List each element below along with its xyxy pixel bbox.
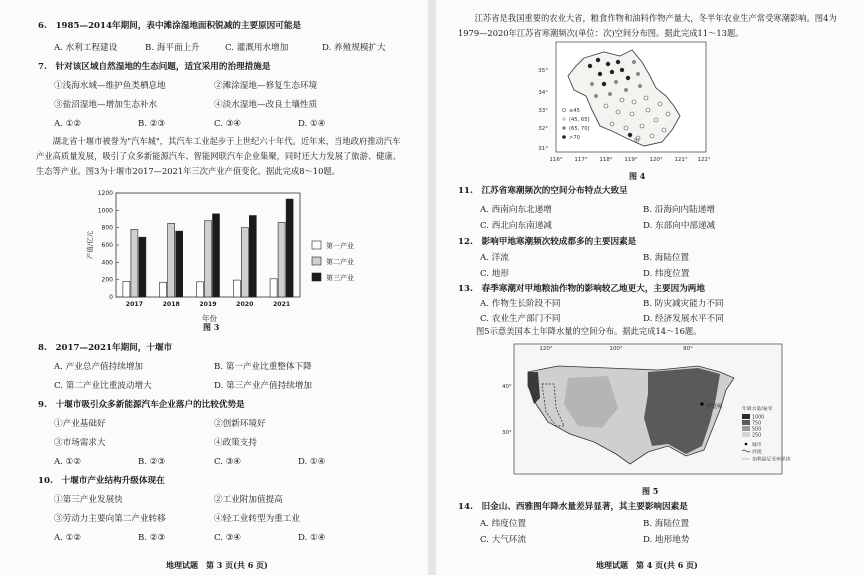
q9-item-4: ④政策支持 <box>214 438 257 448</box>
fig5-legend-river: 河流 <box>752 450 762 455</box>
fig3-bar-2020-2 <box>241 228 248 297</box>
fig3-legend-label: 第二产业 <box>326 258 354 266</box>
fig3-ytick-label: 0 <box>109 294 113 301</box>
q12-option-d[interactable]: D. 纬度位置 <box>643 269 690 279</box>
q12-stem: 12. 影响甲地寒潮频次较成都多的主要因素是 <box>458 237 637 247</box>
figure-5-caption: 图 5 <box>642 486 659 496</box>
page-footer-left: 地理试题 第 3 页(共 6 页) <box>166 560 268 570</box>
figure-3-chart <box>80 187 380 319</box>
page-left <box>0 0 428 575</box>
q12-option-a[interactable]: A. 洋流 <box>480 253 509 263</box>
fig4-lat-35: 35° <box>538 68 548 74</box>
q14-option-d[interactable]: D. 地形地势 <box>643 535 690 545</box>
q7-option-c[interactable]: C. ③④ <box>214 119 242 129</box>
q7-option-d[interactable]: D. ①④ <box>298 119 326 129</box>
fig4-legend-4: >70 <box>569 135 580 141</box>
fig3-bar-2017-3 <box>139 237 146 297</box>
fig4-lat-34: 34° <box>538 90 548 96</box>
q14-stem: 14. 旧金山、西雅图年降水量差异显著，其主要影响因素是 <box>458 502 688 512</box>
q6-option-c[interactable]: C. 灌溉用水增加 <box>225 43 289 53</box>
fig3-bar-2020-3 <box>249 216 256 297</box>
q8-option-c[interactable]: C. 第二产业比重波动增大 <box>54 381 152 391</box>
fig4-lon-120: 120° <box>649 157 663 163</box>
fig3-bar-2019-3 <box>213 214 220 297</box>
q11-stem: 11. 江苏省寒潮频次的空间分布特点大致呈 <box>458 186 628 196</box>
q6-option-a[interactable]: A. 水利工程建设 <box>54 43 118 53</box>
fig3-ylabel: 产值/亿元 <box>86 230 94 260</box>
q6-option-b[interactable]: B. 海平面上升 <box>145 43 200 53</box>
page-gutter <box>428 0 436 575</box>
fig5-legend-border: 加利福尼亚州界线 <box>752 457 791 463</box>
q9-option-b[interactable]: B. ②③ <box>138 457 166 467</box>
q11-option-d[interactable]: D. 东部向中部递减 <box>643 221 716 231</box>
q13-option-c[interactable]: C. 农业生产部门不同 <box>480 314 561 324</box>
q11-option-c[interactable]: C. 西北向东南递减 <box>480 221 552 231</box>
q10-item-4: ④轻工业转型为重工业 <box>214 514 300 524</box>
q10-option-c[interactable]: C. ③④ <box>214 533 242 543</box>
q8-option-d[interactable]: D. 第三产业产值持续增加 <box>214 381 312 391</box>
fig5-legend-title: 年降水量/毫米 <box>742 407 773 412</box>
q7-option-a[interactable]: A. ①② <box>54 119 82 129</box>
figure-4-caption: 图 4 <box>629 171 646 181</box>
fig3-bar-2017-2 <box>131 229 138 297</box>
fig4-lon-116: 116° <box>549 157 563 163</box>
fig3-legend-swatch <box>312 241 321 249</box>
fig4-lon-117: 117° <box>574 157 588 163</box>
q9-item-2: ②创新环境好 <box>214 419 266 429</box>
fig3-bar-2018-2 <box>168 223 175 297</box>
q9-option-d[interactable]: D. ①④ <box>298 457 326 467</box>
q7-item-4: ④淡水湿地—改良土壤性质 <box>214 100 318 110</box>
fig5-lon-120: 120° <box>539 346 553 352</box>
fig3-xtick-label: 2021 <box>272 301 291 308</box>
q9-item-3: ③市场需求大 <box>54 438 106 448</box>
fig3-ytick-label: 200 <box>101 276 113 284</box>
fig5-legend-city: 城市 <box>752 443 762 448</box>
q13-option-a[interactable]: A. 作物生长阶段不同 <box>480 299 561 309</box>
q6-option-d[interactable]: D. 养殖规模扩大 <box>322 43 386 53</box>
q8-option-a[interactable]: A. 产业总产值持续增加 <box>54 362 144 372</box>
passage-11-13: 江苏省是我国重要的农业大省，粮食作物和油料作物产量大，冬半年农业生产常受寒潮影响。图4为1979—2020年江苏省寒潮频次(单位：次)空间分布图。据此完成11～13题。 <box>458 13 837 38</box>
fig3-bar-2019-2 <box>205 221 212 297</box>
fig4-legend-1: ≤45 <box>569 108 580 114</box>
page-footer-right: 地理试题 第 4 页(共 6 页) <box>596 560 698 570</box>
fig3-bar-2017-1 <box>123 281 130 297</box>
fig4-lat-31: 31° <box>538 146 548 152</box>
fig3-xtick-label: 2018 <box>162 301 180 308</box>
q13-option-d[interactable]: D. 经济发展水平不同 <box>643 314 724 324</box>
fig5-lon-100: 100° <box>609 346 623 352</box>
fig5-city-label: 华盛顿 <box>706 404 723 410</box>
figure-3-caption: 图 3 <box>203 322 220 332</box>
q10-item-2: ②工业附加值提高 <box>214 495 283 505</box>
q10-item-1: ①第三产业发展快 <box>54 495 123 505</box>
fig3-legend-label: 第一产业 <box>326 242 354 250</box>
fig4-legend-2: (45, 65] <box>569 117 590 123</box>
fig5-lat-30: 30° <box>502 430 512 436</box>
fig3-bar-2021-2 <box>278 222 285 297</box>
q8-option-b[interactable]: B. 第一产业比重整体下降 <box>214 362 312 372</box>
q6-stem: 6. 1985—2014年期间，表中滩涂湿地面积锐减的主要原因可能是 <box>38 21 302 31</box>
figure-5-map <box>498 338 791 478</box>
fig5-legend-1000: 1000 <box>752 415 765 421</box>
q10-stem: 10. 十堰市产业结构升级体现在 <box>38 476 165 486</box>
fig5-legend-500: 500 <box>752 427 762 433</box>
q7-stem: 7. 针对该区域自然湿地的生态问题，适宜采用的治理措施是 <box>38 62 271 72</box>
q7-item-3: ③盐沼湿地—增加生态补水 <box>54 100 158 110</box>
figure-3-xlabel: 年份 <box>202 314 217 323</box>
q10-option-a[interactable]: A. ①② <box>54 533 82 543</box>
fig4-lat-32: 32° <box>538 126 548 132</box>
q10-item-3: ③劳动力主要向第二产业转移 <box>54 514 166 524</box>
q7-item-1: ①浅海水域—维护鱼类栖息地 <box>54 81 166 91</box>
fig3-legend-swatch <box>312 257 321 265</box>
q14-option-b[interactable]: B. 海陆位置 <box>643 519 690 529</box>
fig4-lat-33: 33° <box>538 108 548 114</box>
fig3-legend-label: 第三产业 <box>326 274 354 282</box>
fig3-ytick-label: 600 <box>101 242 113 249</box>
fig4-point-label: 甲 <box>634 139 640 145</box>
q7-item-2: ②滩涂湿地—修复生态环境 <box>214 81 318 91</box>
fig3-legend-swatch <box>312 273 321 281</box>
fig4-lon-122: 122° <box>697 157 711 163</box>
q8-stem: 8. 2017—2021年期间，十堰市 <box>38 343 173 353</box>
fig3-bar-2018-1 <box>160 282 167 297</box>
fig4-legend-3: (65, 70] <box>569 126 590 132</box>
fig3-bar-2019-1 <box>197 282 204 297</box>
fig3-ytick-label: 400 <box>101 259 113 267</box>
passage-14-16: 图5示意美国本土年降水量的空间分布。据此完成14～16题。 <box>476 326 702 336</box>
q11-option-a[interactable]: A. 西南向东北递增 <box>480 205 552 215</box>
q13-option-b[interactable]: B. 防灾减灾能力不同 <box>643 299 724 309</box>
fig3-xtick-label: 2020 <box>236 301 254 308</box>
fig3-bar-2021-1 <box>270 279 277 297</box>
q12-option-c[interactable]: C. 地形 <box>480 269 509 279</box>
q10-option-d[interactable]: D. ①④ <box>298 533 326 543</box>
page-right <box>436 0 864 575</box>
fig3-ytick-label: 1200 <box>97 190 113 197</box>
fig4-lon-121: 121° <box>674 157 688 163</box>
fig3-ytick-label: 800 <box>101 224 113 232</box>
q14-option-a[interactable]: A. 纬度位置 <box>480 519 527 529</box>
figure-4-map <box>534 40 714 170</box>
fig3-bar-2018-3 <box>176 231 183 297</box>
q9-stem: 9. 十堰市吸引众多新能源汽车企业落户的比较优势是 <box>38 400 245 410</box>
fig5-lat-40: 40° <box>502 384 512 390</box>
fig5-legend-750: 750 <box>752 421 762 427</box>
fig5-lon-80: 80° <box>683 346 693 352</box>
q9-option-a[interactable]: A. ①② <box>54 457 82 467</box>
fig3-bar-2021-3 <box>286 199 293 297</box>
q7-option-b[interactable]: B. ②③ <box>138 119 166 129</box>
q14-option-c[interactable]: C. 大气环流 <box>480 535 527 545</box>
q9-item-1: ①产业基础好 <box>54 419 106 429</box>
fig4-lon-119: 119° <box>624 157 638 163</box>
fig3-ytick-label: 1000 <box>97 207 113 215</box>
q10-option-b[interactable]: B. ②③ <box>138 533 166 543</box>
fig5-legend-250: 250 <box>752 433 762 439</box>
q11-option-b[interactable]: B. 沿海向内陆递增 <box>643 205 715 215</box>
fig4-lon-118: 118° <box>599 157 613 163</box>
fig3-xtick-label: 2019 <box>199 301 217 308</box>
q12-option-b[interactable]: B. 海陆位置 <box>643 253 690 263</box>
passage-8-10: 湖北省十堰市被誉为"汽车城"，其汽车工业起步于上世纪六十年代。近年来，当地政府推动汽车产业高质量发展，吸引了众多新能源汽车、智能网联汽车企业集聚，同时还大力发展了旅游、健康、生态等产业。图3为十堰市2017—2021年三次产业产值变化。据此完成8～10题。 <box>36 136 402 176</box>
q13-stem: 13. 春季寒潮对甲地粮油作物的影响较乙地更大，主要因为两地 <box>458 284 705 294</box>
fig3-xtick-label: 2017 <box>125 301 144 308</box>
q9-option-c[interactable]: C. ③④ <box>214 457 242 467</box>
fig3-bar-2020-1 <box>233 280 240 297</box>
